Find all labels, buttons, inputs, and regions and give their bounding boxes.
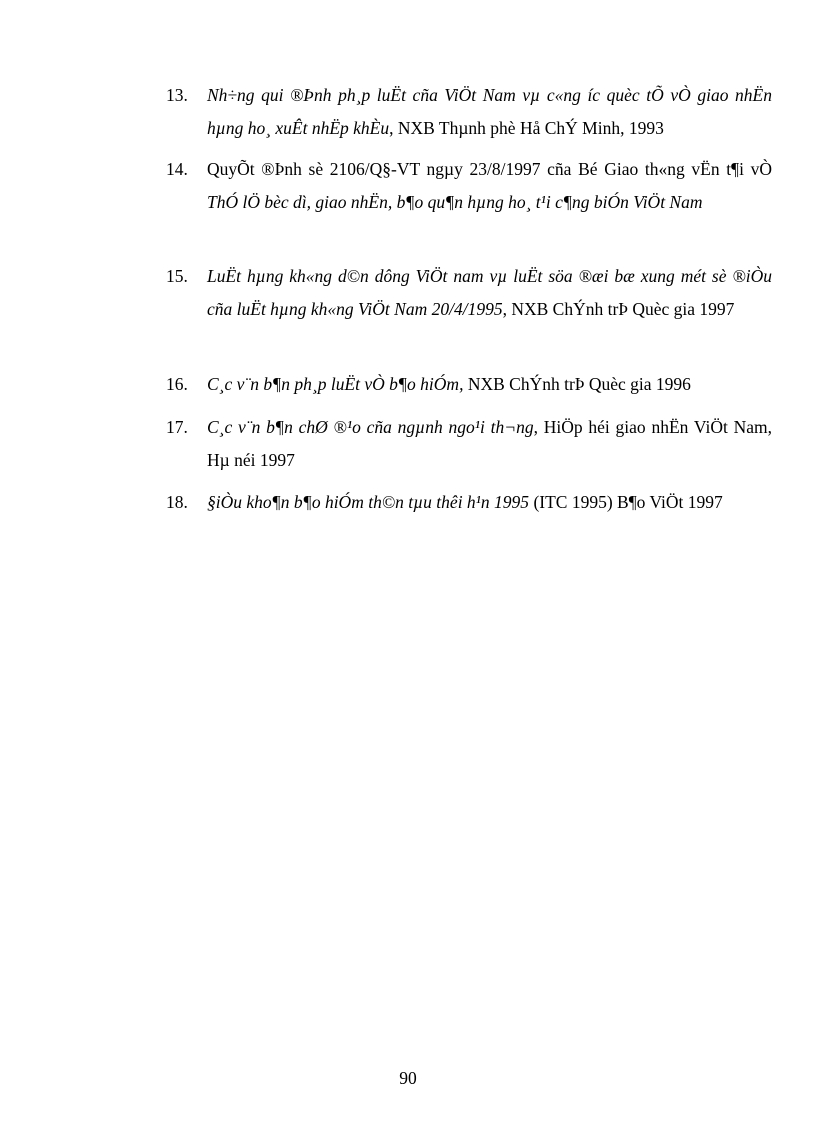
- reference-title: LuËt hµng kh«ng d©n dông ViÖt nam vµ luËt söa ®æi bæ xung mét sè ®iÒu cña luËt hµng kh«ng ViÖt Nam 20/4/1995: [207, 266, 772, 319]
- reference-publisher: (ITC 1995) B¶o ViÖt 1997: [529, 492, 723, 512]
- reference-publisher: , NXB Thµnh phè Hå ChÝ Minh, 1993: [389, 118, 664, 138]
- reference-item-17: [166, 411, 772, 477]
- reference-title: C¸c v¨n b¶n ph¸p luËt vÒ b¶o hiÓm,: [207, 374, 464, 394]
- reference-lead: QuyÕt ®Þnh sè 2106/Q§-VT ngµy 23/8/1997 cña Bé Giao th«ng vËn t¶i vÒ: [207, 159, 772, 179]
- reference-title: §iÒu kho¶n b¶o hiÓm th©n tµu thêi h¹n 1995: [207, 492, 530, 512]
- reference-item-14: [166, 153, 772, 219]
- reference-number: 18.: [166, 492, 188, 512]
- reference-text: [207, 153, 772, 219]
- reference-item-15: [166, 260, 772, 326]
- reference-title: ThÓ lÖ bèc dì, giao nhËn, b¶o qu¶n hµng ho¸ t¹i c¶ng biÓn ViÖt Nam: [207, 192, 703, 212]
- reference-number: 17.: [166, 417, 188, 437]
- reference-item-18: [166, 486, 772, 519]
- reference-title: C¸c v¨n b¶n chØ ®¹o cña ngµnh ngo¹i th¬ng: [207, 417, 534, 437]
- page-number: 90: [399, 1068, 417, 1088]
- reference-number: 15.: [166, 266, 188, 286]
- reference-number: 16.: [166, 374, 188, 394]
- reference-text: [207, 486, 772, 519]
- reference-number: 14.: [166, 159, 188, 179]
- reference-publisher: , HiÖp héi giao nhËn ViÖt Nam, Hµ néi 1997: [207, 417, 772, 470]
- reference-item-16: [166, 368, 772, 401]
- reference-publisher: NXB ChÝnh trÞ Quèc gia 1996: [463, 374, 691, 394]
- reference-text: [207, 260, 772, 326]
- reference-text: [207, 411, 772, 477]
- reference-text: [207, 368, 772, 401]
- reference-title: Nh÷ng qui ®Þnh ph¸p luËt cña ViÖt Nam vµ c«ng íc quèc tÕ vÒ giao nhËn hµng ho¸ xuÊt nhËp khÈu: [207, 85, 772, 138]
- reference-text: [207, 79, 772, 145]
- reference-item-13: [166, 79, 772, 145]
- reference-number: 13.: [166, 85, 188, 105]
- reference-publisher: , NXB ChÝnh trÞ Quèc gia 1997: [502, 299, 735, 319]
